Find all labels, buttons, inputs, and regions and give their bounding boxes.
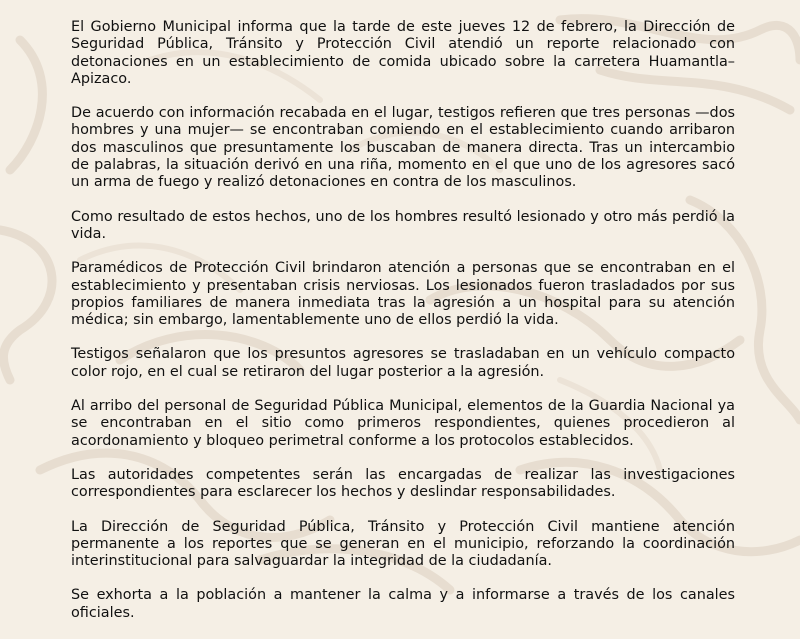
paragraph-1: El Gobierno Municipal informa que la tarde de este jueves 12 de febrero, la Dirección de Seguridad Pública, Tránsito y Protección Civil atendió un reporte relacionado con detonaciones en un establecimiento de comida ubicado sobre la carretera Huamantla–Apizaco. — [71, 19, 735, 87]
paragraph-7: Las autoridades competentes serán las encargadas de realizar las investigaciones correspondientes para esclarecer los hechos y deslindar responsabilidades. — [71, 466, 735, 501]
paragraph-3: Como resultado de estos hechos, uno de los hombres resultó lesionado y otro más perdió la vida. — [71, 208, 735, 242]
paragraph-2: De acuerdo con información recabada en el lugar, testigos refieren que tres personas —dos hombres y una mujer— se encontraban comiendo en el establecimiento cuando arribaron dos masculinos que presuntamente los buscaban de manera directa. Tras un intercambio de palabras, la situación derivó en una riña, momento en el que uno de los agresores sacó un arma de fuego y realizó detonaciones en contra de los masculinos. — [71, 105, 735, 191]
paragraph-8: La Dirección de Seguridad Pública, Tránsito y Protección Civil mantiene atención permanente a los reportes que se generan en el municipio, reforzando la coordinación interinstitucional para salvaguardar la integridad de la ciudadanía. — [71, 518, 735, 570]
paragraph-5: Testigos señalaron que los presuntos agresores se trasladaban en un vehículo compacto color rojo, en el cual se retiraron del lugar posterior a la agresión. — [71, 346, 735, 380]
paragraph-9: Se exhorta a la población a mantener la calma y a informarse a través de los canales oficiales. — [71, 587, 735, 621]
paragraph-4: Paramédicos de Protección Civil brindaron atención a personas que se encontraban en el establecimiento y presentaban crisis nerviosas. Los lesionados fueron trasladados por sus propios familiares de manera inmediata tras la agresión a un hospital para su atención médica; sin embargo, lamentablemente uno de ellos perdió la vida. — [71, 260, 735, 329]
paragraph-6: Al arribo del personal de Seguridad Pública Municipal, elementos de la Guardia Nacional ya se encontraban en el sitio como primeros respondientes, quienes procedieron al acordonamiento y bloqueo perimetral conforme a los protocolos establecidos. — [71, 398, 735, 449]
press-release-body — [71, 19, 735, 639]
